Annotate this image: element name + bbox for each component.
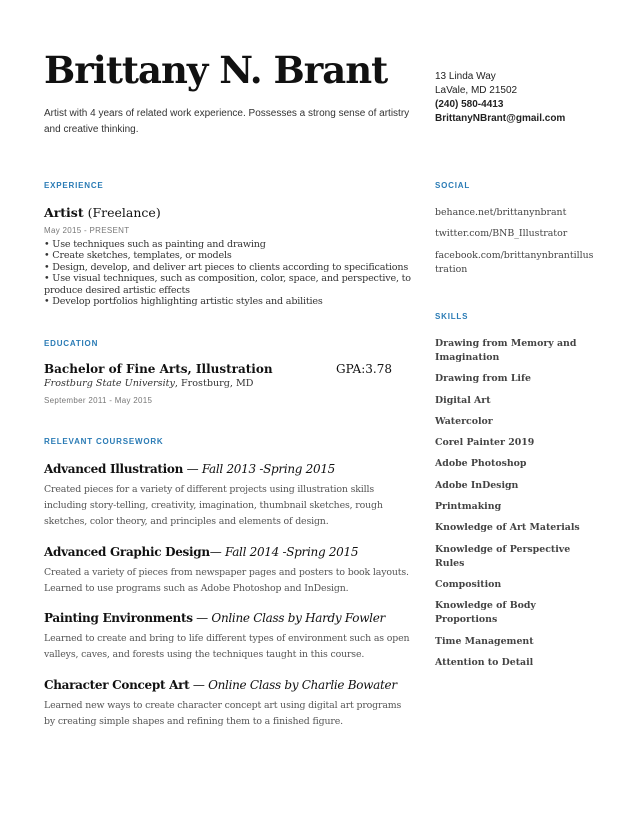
skill-item: Knowledge of Art Materials (435, 522, 580, 534)
experience-bullet: • Use techniques such as painting and drawing (44, 239, 266, 250)
course-name: Character Concept Art (44, 678, 190, 692)
skill-item: Corel Painter 2019 (435, 437, 535, 449)
experience-bullets (44, 239, 414, 307)
course-description: Learned to create and bring to life different types of environment such as open valleys, caves, and forests using the techniques taught in this course. (44, 633, 410, 660)
education-heading: EDUCATION (44, 339, 99, 348)
skill-item: Adobe InDesign (435, 479, 519, 491)
skill-item: Drawing from Life (435, 373, 531, 385)
degree-title: Bachelor of Fine Arts, Illustration (44, 362, 273, 376)
experience-bullet: • Develop portfolios highlighting artistic styles and abilities (44, 296, 323, 308)
course-item (44, 462, 414, 530)
school-line (44, 378, 253, 389)
skill-item: Digital Art (435, 394, 491, 406)
education-dates: September 2011 - May 2015 (44, 396, 153, 405)
skills-list (435, 337, 595, 677)
experience-bullet: • Use visual techniques, such as composition, color, space, and perspective, to produce desired artistic effects (44, 273, 411, 296)
school-name: Frostburg State University (44, 378, 175, 389)
course-item (44, 678, 414, 730)
experience-bullet: • Create sketches, templates, or models (44, 250, 232, 262)
coursework-heading: RELEVANT COURSEWORK (44, 437, 164, 446)
course-separator: — (209, 545, 225, 559)
course-detail: Fall 2014 -Spring 2015 (224, 545, 359, 559)
skill-item: Watercolor (435, 415, 493, 427)
job-title (44, 205, 161, 220)
course-title (44, 462, 414, 476)
email-address: BrittanyNBrant@gmail.com (435, 113, 566, 124)
skills-heading: SKILLS (435, 312, 469, 321)
course-item (44, 611, 414, 663)
course-description: Created a variety of pieces from newspaper pages and posters to book layouts. Learned to use programs such as Adobe Photoshop and InDesign. (44, 567, 409, 594)
skill-item: Printmaking (435, 501, 502, 513)
job-title-type: (Freelance) (83, 205, 161, 220)
course-separator: — (192, 611, 212, 625)
course-name: Advanced Graphic Design (44, 545, 210, 559)
experience-bullet: • Design, develop, and deliver art pieces to clients according to specifications (44, 261, 409, 273)
job-title-role: Artist (44, 205, 84, 220)
social-link-behance[interactable]: behance.net/brittanynbrant (435, 207, 567, 218)
social-link-twitter[interactable]: twitter.com/BNB_Illustrator (435, 228, 568, 239)
course-description: Created pieces for a variety of different projects using illustration skills including story-telling, creativity, imagination, thumbnail sketches, rough sketches, color theory, and principles and elements of design. (44, 484, 383, 527)
skill-item: Knowledge of Body Proportions (435, 600, 536, 626)
course-item (44, 545, 414, 597)
social-heading: SOCIAL (435, 181, 471, 190)
skill-item: Time Management (435, 635, 534, 647)
course-description: Learned new ways to create character concept art using digital art programs by creating simple shapes and refining them to a finished figure. (44, 700, 402, 727)
skill-item: Drawing from Memory and Imagination (435, 338, 577, 363)
course-name: Advanced Illustration (44, 462, 184, 476)
course-detail: Online Class by Hardy Fowler (211, 611, 385, 625)
skill-item: Attention to Detail (435, 656, 534, 668)
experience-dates: May 2015 - PRESENT (44, 226, 130, 235)
course-title (44, 678, 414, 692)
gpa-value: GPA:3.78 (336, 362, 392, 376)
course-detail: Online Class by Charlie Bowater (208, 678, 397, 692)
course-title (44, 611, 414, 625)
applicant-name: Brittany N. Brant (44, 48, 388, 92)
skill-item: Composition (435, 578, 502, 590)
summary-text: Artist with 4 years of related work experience. Possesses a strong sense of artistry and creative thinking. (44, 108, 410, 135)
contact-block (435, 70, 565, 126)
course-title (44, 545, 414, 559)
course-name: Painting Environments (44, 611, 193, 625)
course-separator: — (189, 678, 209, 692)
social-link-facebook[interactable]: facebook.com/brittanynbrantillustration (435, 250, 594, 275)
course-detail: Fall 2013 -Spring 2015 (201, 462, 336, 476)
skill-item: Adobe Photoshop (435, 458, 527, 470)
address-line-1: 13 Linda Way (435, 71, 496, 82)
course-separator: — (183, 462, 202, 476)
school-location: , Frostburg, MD (174, 378, 254, 389)
address-line-2: LaVale, MD 21502 (435, 85, 518, 96)
phone-number: (240) 580-4413 (435, 99, 504, 110)
experience-heading: EXPERIENCE (44, 181, 104, 190)
skill-item: Knowledge of Perspective Rules (435, 543, 571, 569)
